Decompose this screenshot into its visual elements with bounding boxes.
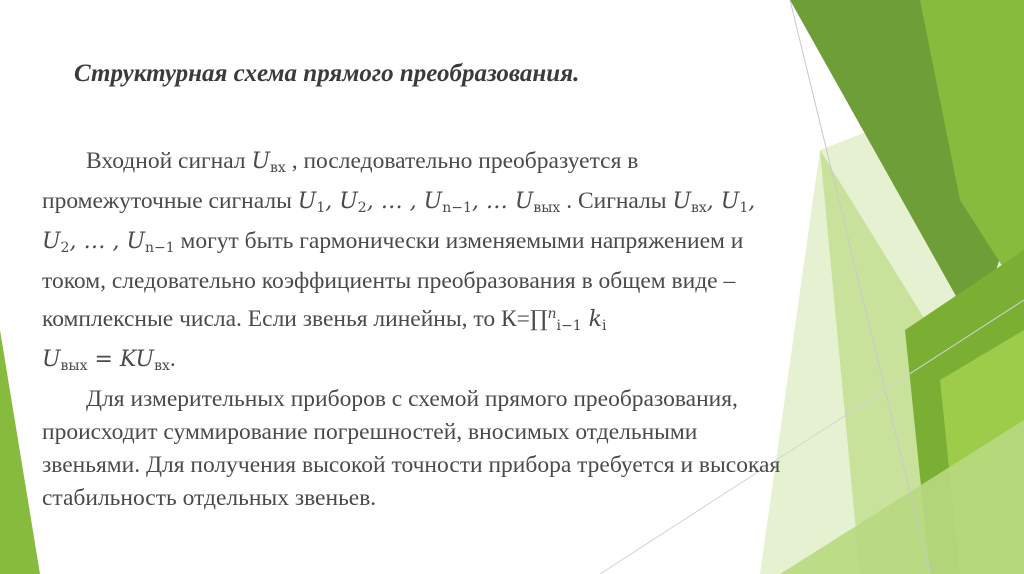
math-signals-list: $U_{вх}$, $U_1$, $U_2$, … , $U_{n-1}$ <box>42 189 756 256</box>
p1-text-3: . Сигналы <box>560 188 673 214</box>
math-u-sequence: $U_1$, $U_2$, … , $U_{n-1}$, … $U_{вых}$ <box>297 189 561 216</box>
equation-period: . <box>169 346 176 372</box>
math-output-equation: $U_{вых} = KU_{вх}$ <box>42 347 170 374</box>
paragraph-1 <box>42 145 782 383</box>
math-u-vx: $U_{вх}$ <box>251 149 286 176</box>
math-product-formula: ∏$^n_{i-1}$ $k_i$ <box>529 306 607 334</box>
slide-title: Структурная схема прямого преобразования. <box>74 60 580 87</box>
slide-body <box>42 145 782 515</box>
p1-text-2: , последовательно преобразуется в промежуточные сигналы <box>42 148 639 214</box>
paragraph-2 <box>42 383 782 515</box>
green-shape-left <box>0 330 40 574</box>
p1-text-4: могут быть гармонически изменяемыми напряжением и током, следовательно коэффициенты преобразования в общем виде – комплексные числа. Если звенья линейны, то К= <box>42 228 744 332</box>
p1-text-1: Входной сигнал <box>86 148 252 174</box>
p2-text: Для измерительных приборов с схемой прямого преобразования, происходит суммирование погрешностей, вносимых отдельными звеньями. Для получения высокой точности прибора требуется и высокая стабильность отдельных звеньев. <box>42 386 781 511</box>
